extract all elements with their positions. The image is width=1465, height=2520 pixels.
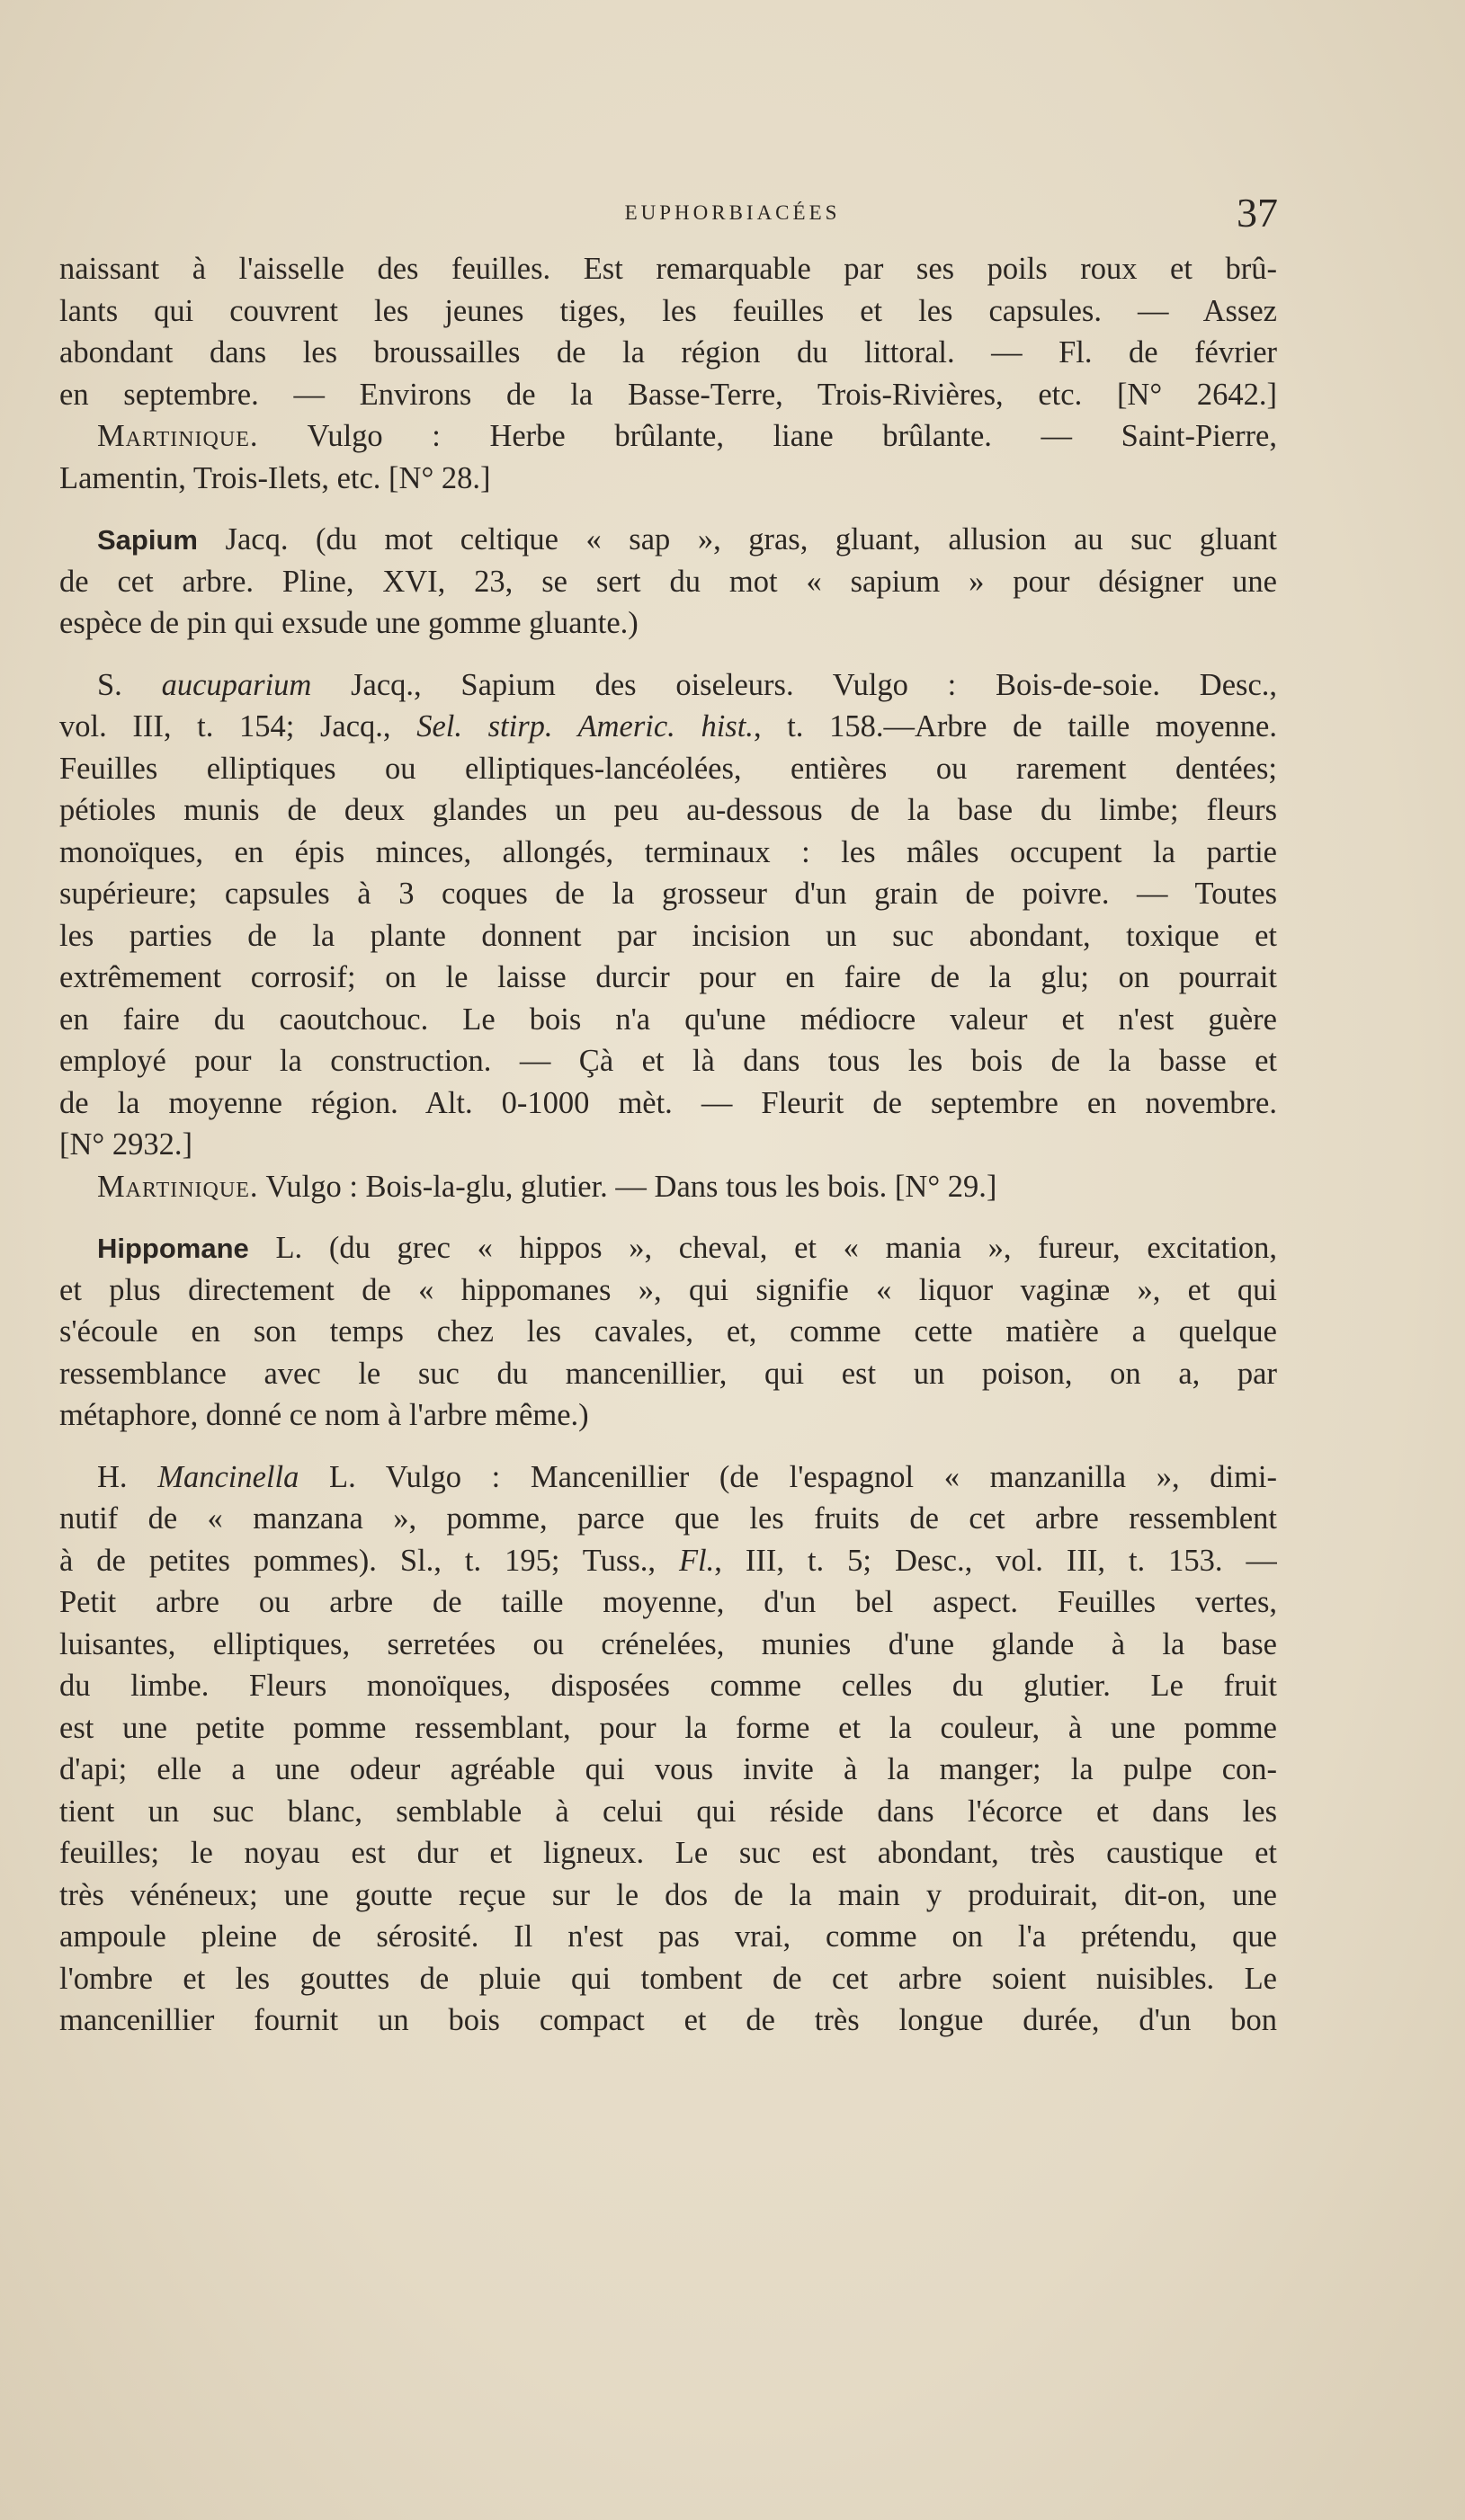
text-line <box>59 1227 1277 1269</box>
genus-abbreviation: H. <box>97 1459 158 1494</box>
species-name: Mancinella <box>157 1459 299 1494</box>
genus-name: Sapium <box>97 524 198 556</box>
text-line: employé pour la construction. — Çà et là dans tous les bois de la basse et <box>59 1044 1277 1078</box>
text-line: espèce de pin qui exsude une gomme gluante.) <box>59 606 639 640</box>
text-line <box>59 415 1277 458</box>
text-line: du limbe. Fleurs monoïques, disposées comme celles du glutier. Le fruit <box>59 1669 1277 1703</box>
text-line: abondant dans les broussailles de la région du littoral. — Fl. de février <box>59 335 1277 370</box>
text-line: luisantes, elliptiques, serretées ou crénelées, munies d'une glande à la base <box>59 1626 1277 1661</box>
text-line: en faire du caoutchouc. Le bois n'a qu'une médiocre valeur et n'est guère <box>59 1002 1277 1037</box>
text-line: métaphore, donné ce nom à l'arbre même.) <box>59 1398 589 1432</box>
line-rest: L. Vulgo : Mancenillier (de l'espagnol « manzanilla », dimi- <box>299 1459 1277 1494</box>
line-rest: Vulgo : Herbe brûlante, liane brûlante. — Saint-Pierre, <box>258 419 1277 453</box>
genus-abbreviation: S. <box>97 667 162 702</box>
text-line: d'api; elle a une odeur agréable qui vous invite à la manger; la pulpe con- <box>59 1752 1277 1786</box>
species-name: aucuparium <box>161 667 312 702</box>
text-line: s'écoule en son temps chez les cavales, et, comme cette matière a quelque <box>59 1314 1277 1349</box>
text-line: monoïques, en épis minces, allongés, terminaux : les mâles occupent la partie <box>59 834 1277 869</box>
text-line: mancenillier fournit un bois compact et de très longue durée, d'un bon <box>59 2003 1277 2037</box>
text-line <box>59 1166 1277 1208</box>
text-line: naissant à l'aisselle des feuilles. Est remarquable par ses poils roux et brû- <box>59 252 1277 286</box>
text-line: tient un suc blanc, semblable à celui qui réside dans l'écorce et dans les <box>59 1794 1277 1829</box>
line-part: à de petites pommes). Sl., t. 195; Tuss., <box>59 1543 679 1578</box>
text-line: lants qui couvrent les jeunes tiges, les feuilles et les capsules. — Assez <box>59 293 1277 328</box>
line-rest: Jacq., Sapium des oiseleurs. Vulgo : Bois-de-soie. Desc., <box>311 667 1277 702</box>
line-rest: L. (du grec « hippos », cheval, et « mania », fureur, excitation, <box>248 1231 1277 1265</box>
text-line: nutif de « manzana », pomme, parce que les fruits de cet arbre ressemblent <box>59 1501 1277 1536</box>
region-name: Martinique. <box>97 419 259 453</box>
line-rest: Jacq. (du mot celtique « sap », gras, gluant, allusion au suc gluant <box>197 522 1277 557</box>
text-line: est une petite pomme ressemblant, pour la forme et la couleur, à une pomme <box>59 1710 1277 1745</box>
text-line: Petit arbre ou arbre de taille moyenne, d'un bel aspect. Feuilles vertes, <box>59 1585 1277 1619</box>
citation-title: Sel. stirp. Americ. hist. <box>416 709 754 744</box>
line-part: , t. 158.—Arbre de taille moyenne. <box>753 709 1277 744</box>
text-line: ressemblance avec le suc du mancenillier, qui est un poison, on a, par <box>59 1356 1277 1391</box>
text-line: les parties de la plante donnent par incision un suc abondant, toxique et <box>59 918 1277 953</box>
text-line <box>59 1540 1277 1582</box>
text-line: supérieure; capsules à 3 coques de la grosseur d'un grain de poivre. — Toutes <box>59 877 1277 911</box>
text-line: de cet arbre. Pline, XVI, 23, se sert du mot « sapium » pour désigner une <box>59 564 1277 599</box>
line-part: , III, t. 5; Desc., vol. III, t. 153. — <box>714 1543 1277 1578</box>
text-line: de la moyenne région. Alt. 0-1000 mèt. — Fleurit de septembre en novembre. <box>59 1085 1277 1120</box>
body-text <box>59 248 1277 2042</box>
text-line: pétioles munis de deux glandes un peu au-dessous de la base du limbe; fleurs <box>59 793 1277 827</box>
text-line: extrêmement corrosif; on le laisse durcir pour en faire de la glu; on pourrait <box>59 960 1277 994</box>
text-line <box>59 1456 1277 1499</box>
text-line: l'ombre et les gouttes de pluie qui tombent de cet arbre soient nuisibles. Le <box>59 1961 1277 1996</box>
text-line <box>59 706 1277 748</box>
text-line: et plus directement de « hippomanes », qui signifie « liquor vaginæ », et qui <box>59 1272 1277 1307</box>
region-name: Martinique. <box>97 1169 259 1204</box>
text-line <box>59 664 1277 707</box>
text-line: ampoule pleine de sérosité. Il n'est pas vrai, comme on l'a prétendu, que <box>59 1919 1277 1954</box>
line-rest: Vulgo : Bois-la-glu, glutier. — Dans tous les bois. [N° 29.] <box>258 1169 997 1204</box>
text-line <box>59 519 1277 561</box>
text-line: en septembre. — Environs de la Basse-Terre, Trois-Rivières, etc. [N° 2642.] <box>59 377 1277 412</box>
text-line: feuilles; le noyau est dur et ligneux. Le suc est abondant, très caustique et <box>59 1836 1277 1870</box>
text-line: Lamentin, Trois-Ilets, etc. [N° 28.] <box>59 460 491 495</box>
text-line: [N° 2932.] <box>59 1127 192 1162</box>
page-header <box>0 189 1465 243</box>
citation-title: Fl. <box>678 1543 715 1578</box>
genus-name: Hippomane <box>97 1233 249 1264</box>
page-number: 37 <box>1237 190 1278 236</box>
text-line: très vénéneux; une goutte reçue sur le dos de la main y produirait, dit-on, une <box>59 1877 1277 1912</box>
line-part: vol. III, t. 154; Jacq., <box>59 709 417 744</box>
running-title: EUPHORBIACÉES <box>624 201 841 224</box>
text-line: Feuilles elliptiques ou elliptiques-lancéolées, entières ou rarement dentées; <box>59 751 1277 786</box>
